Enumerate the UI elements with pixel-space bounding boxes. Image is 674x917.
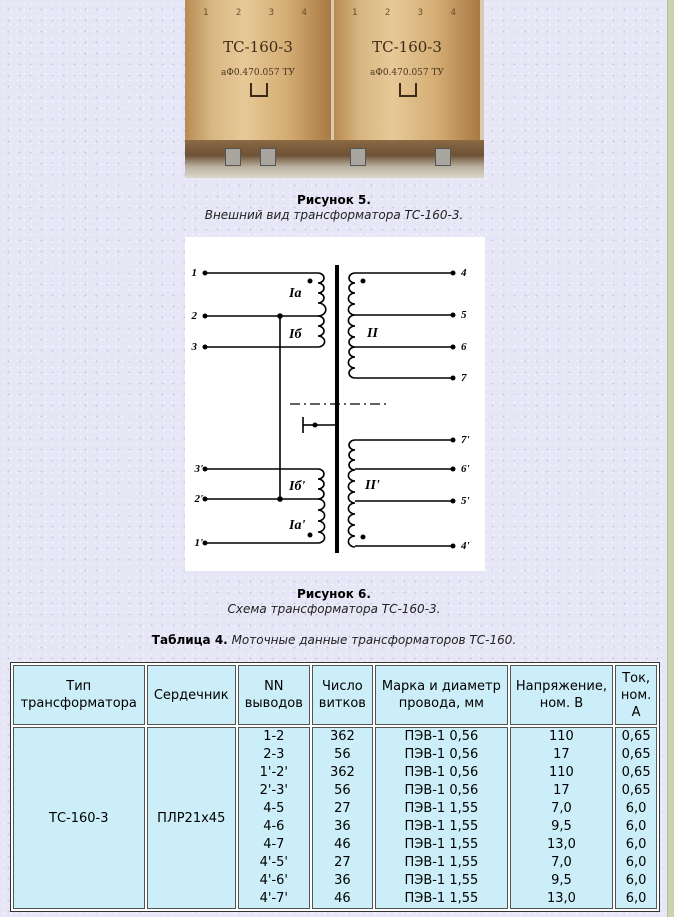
- pin-label: 3': [194, 463, 203, 475]
- transformer-photo: [185, 0, 484, 178]
- column-header: Марка и диаметр провода, мм: [375, 665, 507, 725]
- cell-value: 13,0: [546, 837, 576, 852]
- pin-label: 6': [461, 463, 470, 475]
- figure6-caption: Схема трансформатора ТС-160-3.: [227, 602, 441, 616]
- cell-value: 362: [329, 765, 355, 780]
- cell-value: ПЭВ-1 1,55: [404, 873, 479, 888]
- cell-value: 1-2: [263, 729, 285, 744]
- table-caption: [0, 633, 668, 647]
- cell-value: 2'-3': [259, 783, 288, 798]
- terminal-tab: [260, 148, 276, 166]
- cell-value: ПЭВ-1 0,56: [404, 747, 479, 762]
- cell-value: 36: [334, 873, 351, 888]
- pins-cell: [238, 727, 310, 909]
- transformer-right-label: ТС-160-3: [372, 38, 442, 56]
- column-header: NN выводов: [238, 665, 310, 725]
- wire-cell: [375, 727, 507, 909]
- figure5-caption: Внешний вид трансформатора ТС-160-3.: [204, 208, 464, 222]
- winding-label: Iа: [289, 286, 302, 301]
- pin-label: 5: [461, 309, 467, 321]
- transformer-left-label: ТС-160-3: [223, 38, 293, 56]
- cell-value: 0,65: [621, 729, 651, 744]
- cell-value: ПЭВ-1 1,55: [404, 891, 479, 906]
- cell-value: 13,0: [546, 891, 576, 906]
- transformer-schematic: [185, 237, 485, 571]
- winding-label: II: [367, 326, 378, 341]
- terminal-tab: [225, 148, 241, 166]
- cell-value: 6,0: [625, 891, 647, 906]
- cell-value: 4'-6': [259, 873, 288, 888]
- cell-value: 4'-7': [259, 891, 288, 906]
- transformer-right: [334, 0, 480, 143]
- cell-value: 56: [334, 783, 351, 798]
- cell-value: ПЭВ-1 1,55: [404, 819, 479, 834]
- cell-value: 4-6: [263, 819, 285, 834]
- voltage-cell: [510, 727, 614, 909]
- cell-value: 1'-2': [259, 765, 288, 780]
- cell-value: ПЭВ-1 0,56: [404, 729, 479, 744]
- cell-value: 0,65: [621, 765, 651, 780]
- pin-label: 4': [461, 540, 470, 552]
- cell-value: 2-3: [263, 747, 285, 762]
- winding-label: Iб': [289, 479, 306, 494]
- winding-label: II': [365, 478, 380, 493]
- terminal-tab: [350, 148, 366, 166]
- cell-value: ПЭВ-1 0,56: [404, 783, 479, 798]
- column-header: Напряжение, ном. В: [510, 665, 614, 725]
- turns-cell: [312, 727, 374, 909]
- cell-value: 56: [334, 747, 351, 762]
- pin-label: 6: [461, 341, 467, 353]
- column-header: Ток, ном. А: [615, 665, 657, 725]
- pin-label: 4: [461, 267, 467, 279]
- cell-value: ПЭВ-1 0,56: [404, 765, 479, 780]
- cell-value: ПЭВ-1 1,55: [404, 837, 479, 852]
- cell-value: 6,0: [625, 837, 647, 852]
- cell-value: 6,0: [625, 873, 647, 888]
- cell-value: 7,0: [551, 801, 572, 816]
- winding-label: Iа': [289, 518, 306, 533]
- pin-label: 7: [461, 372, 467, 384]
- transformer-right-spec: аФ0.470.057 ТУ: [369, 68, 444, 78]
- pin-numbers-right: 1 2 3 4: [352, 8, 467, 18]
- table-caption-text: Моточные данные трансформаторов ТС-160.: [231, 633, 517, 647]
- cell-value: 110: [549, 765, 574, 780]
- pin-label: 3: [191, 341, 197, 353]
- cell-value: 46: [334, 837, 351, 852]
- cell-value: 46: [334, 891, 351, 906]
- cell-value: 4-7: [263, 837, 285, 852]
- cell-value: 6,0: [625, 801, 647, 816]
- winding-data-table: [10, 662, 660, 912]
- cell-value: 0,65: [621, 783, 651, 798]
- terminal-base: [185, 140, 484, 178]
- cell-value: 6,0: [625, 819, 647, 834]
- cell-value: 0,65: [621, 747, 651, 762]
- cell-value: 4-5: [263, 801, 285, 816]
- column-header: Число витков: [312, 665, 374, 725]
- figure6-title: Рисунок 6.: [297, 587, 371, 601]
- quality-mark-icon: [250, 83, 268, 97]
- cell-value: ПЭВ-1 1,55: [404, 801, 479, 816]
- cell-value: 27: [334, 855, 351, 870]
- pin-label: 5': [461, 495, 470, 507]
- transformer-type-cell: ТС-160-3: [13, 727, 145, 909]
- cell-value: 6,0: [625, 855, 647, 870]
- cell-value: 17: [553, 783, 570, 798]
- right-edge-bar: [667, 0, 674, 917]
- pin-numbers-left: 1 2 3 4: [203, 8, 318, 18]
- core-cell: ПЛР21х45: [147, 727, 237, 909]
- column-header: Сердечник: [147, 665, 237, 725]
- winding-label: Iб: [289, 327, 302, 342]
- column-header: Тип трансформатора: [13, 665, 145, 725]
- cell-value: 362: [329, 729, 355, 744]
- pin-label: 7': [461, 434, 470, 446]
- cell-value: 17: [553, 747, 570, 762]
- pin-label: 2': [194, 493, 203, 505]
- terminal-tab: [435, 148, 451, 166]
- current-cell: [615, 727, 657, 909]
- quality-mark-icon: [399, 83, 417, 97]
- cell-value: ПЭВ-1 1,55: [404, 855, 479, 870]
- transformer-left-spec: аФ0.470.057 ТУ: [220, 68, 295, 78]
- figure5-title: Рисунок 5.: [297, 193, 371, 207]
- table-caption-title: Таблица 4.: [151, 633, 228, 647]
- pin-label: 1: [191, 267, 197, 279]
- pin-label: 1': [194, 537, 203, 549]
- cell-value: 27: [334, 801, 351, 816]
- cell-value: 110: [549, 729, 574, 744]
- cell-value: 7,0: [551, 855, 572, 870]
- cell-value: 9,5: [551, 873, 572, 888]
- cell-value: 36: [334, 819, 351, 834]
- table-header-row: [13, 665, 657, 725]
- cell-value: 4'-5': [259, 855, 288, 870]
- pin-label: 2: [191, 310, 197, 322]
- cell-value: 9,5: [551, 819, 572, 834]
- transformer-left: [185, 0, 331, 143]
- table-row: [13, 727, 657, 909]
